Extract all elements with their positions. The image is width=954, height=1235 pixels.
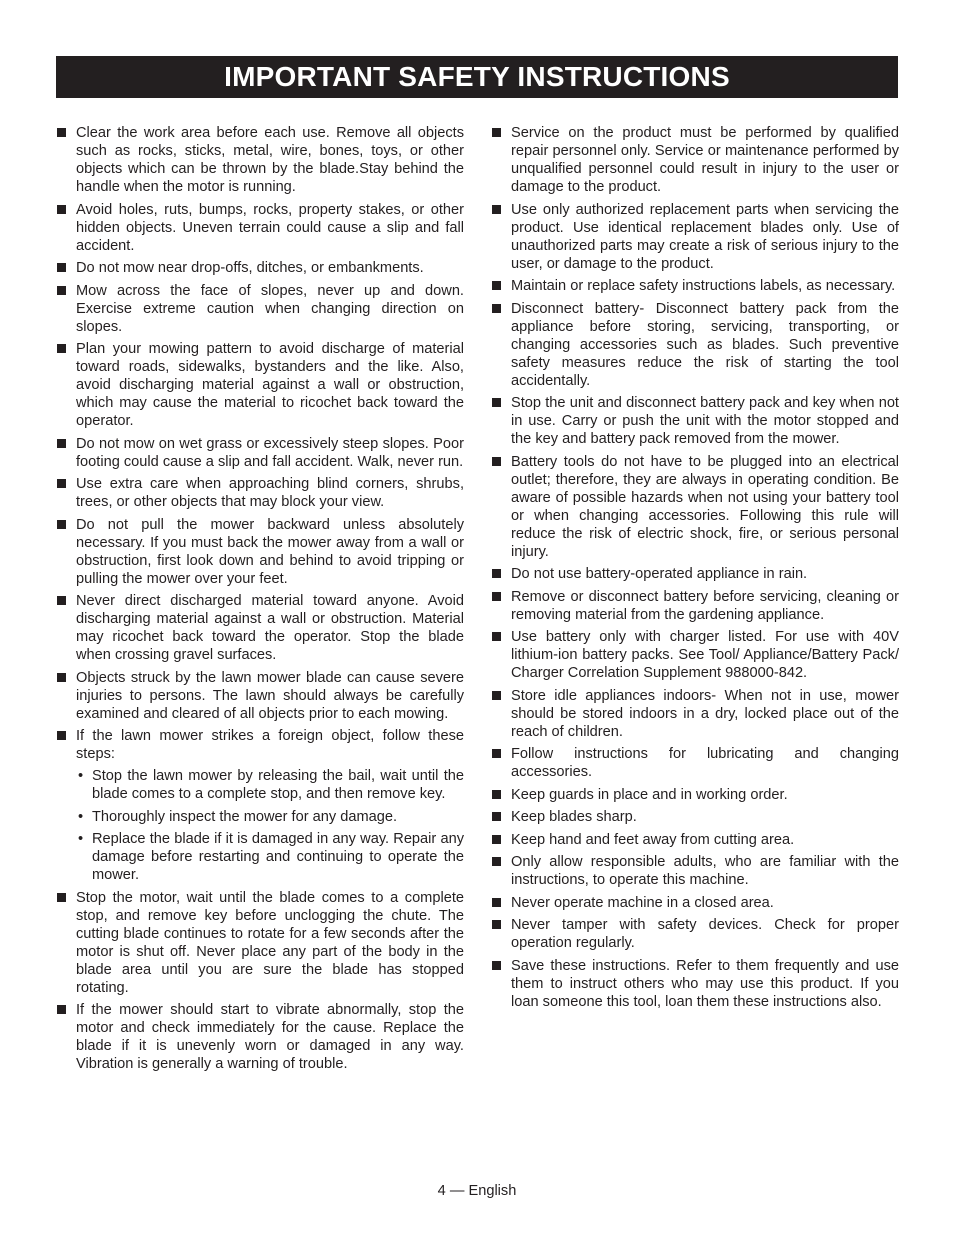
item-text: Use battery only with charger listed. For use with 40V lithium-ion battery packs. See Tool/ Appliance/Battery Pack/ Charger Correlation Supplement 988000-842.	[511, 629, 899, 681]
square-bullet-icon	[492, 691, 501, 700]
list-item	[491, 808, 899, 826]
list-item	[491, 957, 899, 1011]
item-text: Never operate machine in a closed area.	[511, 894, 774, 911]
square-bullet-icon	[492, 457, 501, 466]
list-item	[491, 831, 899, 849]
square-bullet-icon	[492, 749, 501, 758]
square-bullet-icon	[57, 1005, 66, 1014]
list-item	[56, 340, 464, 430]
item-text: If the lawn mower strikes a foreign object, follow these steps:	[76, 728, 464, 762]
item-text: Maintain or replace safety instructions labels, as necessary.	[511, 278, 896, 294]
round-bullet-icon: •	[78, 831, 84, 847]
square-bullet-icon	[57, 673, 66, 682]
square-bullet-icon	[57, 439, 66, 448]
item-text: Remove or disconnect battery before servicing, cleaning or removing material from the gardening appliance.	[511, 588, 899, 623]
left-column	[56, 124, 464, 1078]
square-bullet-icon	[492, 569, 501, 578]
item-text: Service on the product must be performed by qualified repair personnel only. Service or maintenance performed by unqualified personnel could result in injury to the user or damage to the product.	[511, 125, 899, 195]
page-title: IMPORTANT SAFETY INSTRUCTIONS	[56, 56, 898, 98]
square-bullet-icon	[492, 281, 501, 290]
list-item	[56, 669, 464, 723]
item-text: Keep hand and feet away from cutting area.	[511, 831, 795, 848]
square-bullet-icon	[492, 205, 501, 214]
sub-item-text: Stop the lawn mower by releasing the bail, wait until the blade comes to a complete stop, and then remove key.	[92, 768, 464, 802]
square-bullet-icon	[492, 898, 501, 907]
square-bullet-icon	[57, 286, 66, 295]
list-item	[56, 889, 464, 997]
square-bullet-icon	[57, 893, 66, 902]
item-text: Clear the work area before each use. Remove all objects such as rocks, sticks, metal, wire, bones, toys, or other objects which can be thrown by the blade.Stay behind the handle when the motor is running.	[76, 125, 464, 195]
item-text: Do not mow on wet grass or excessively steep slopes. Poor footing could cause a slip and fall accident. Walk, never run.	[76, 435, 464, 470]
square-bullet-icon	[492, 857, 501, 866]
square-bullet-icon	[492, 790, 501, 799]
item-text: Save these instructions. Refer to them frequently and use them to instruct others who may use this product. If you loan someone this tool, loan them these instructions also.	[511, 957, 899, 1010]
list-item	[56, 259, 464, 277]
left-instruction-list	[56, 124, 464, 1073]
list-item	[56, 1001, 464, 1073]
list-item	[491, 916, 899, 952]
square-bullet-icon	[492, 920, 501, 929]
foreign-object-steps	[76, 767, 464, 884]
list-item	[56, 435, 464, 471]
item-text: Stop the motor, wait until the blade comes to a complete stop, and remove key before unclogging the chute. The cutting blade continues to rotate for a few seconds after the motor is shut off. Never place any part of the body in the blade area until you are sure the blade has stopped rotating.	[76, 889, 464, 996]
item-text: Follow instructions for lubricating and changing accessories.	[511, 746, 899, 780]
square-bullet-icon	[492, 304, 501, 313]
item-text: Do not pull the mower backward unless absolutely necessary. If you must back the mower away from a wall or obstruction, first look down and behind to avoid tripping or pulling the mower over your feet.	[76, 516, 464, 587]
list-item	[491, 453, 899, 561]
round-bullet-icon: •	[78, 768, 84, 784]
item-text: If the mower should start to vibrate abnormally, stop the motor and check immediately for the cause. Replace the blade if it is unevenly worn or damaged in any way. Vibration is generally a warning of trouble.	[76, 1002, 464, 1072]
square-bullet-icon	[57, 205, 66, 214]
list-item	[56, 592, 464, 664]
square-bullet-icon	[492, 632, 501, 641]
square-bullet-icon	[57, 263, 66, 272]
item-text: Store idle appliances indoors- When not in use, mower should be stored indoors in a dry, locked place out of the reach of children.	[511, 687, 899, 740]
square-bullet-icon	[492, 398, 501, 407]
list-item	[56, 201, 464, 255]
item-text: Only allow responsible adults, who are familiar with the instructions, to operate this machine.	[511, 854, 899, 888]
list-item	[491, 565, 899, 583]
item-text: Avoid holes, ruts, bumps, rocks, property stakes, or other hidden objects. Uneven terrain could cause a slip and fall accident.	[76, 201, 464, 254]
list-item	[491, 394, 899, 448]
right-instruction-list	[491, 124, 899, 1011]
sub-list-item	[76, 830, 464, 884]
sub-item-text: Replace the blade if it is damaged in any way. Repair any damage before restarting and continuing to operate the mower.	[92, 831, 464, 883]
item-text: Stop the unit and disconnect battery pack and key when not in use. Carry or push the unit with the motor stopped and the key and battery pack removed from the mower.	[511, 395, 899, 447]
item-text: Mow across the face of slopes, never up and down. Exercise extreme caution when changing direction on slopes.	[76, 282, 464, 335]
list-item	[56, 124, 464, 196]
round-bullet-icon: •	[78, 808, 84, 825]
list-item	[56, 475, 464, 511]
square-bullet-icon	[57, 479, 66, 488]
item-text: Use extra care when approaching blind corners, shrubs, trees, or other objects that may block your view.	[76, 476, 464, 510]
square-bullet-icon	[492, 835, 501, 844]
square-bullet-icon	[57, 596, 66, 605]
sub-list-item	[76, 767, 464, 803]
item-text: Do not use battery-operated appliance in rain.	[511, 566, 808, 582]
list-item	[491, 894, 899, 912]
list-item	[491, 687, 899, 741]
list-item	[491, 277, 899, 295]
list-item	[491, 201, 899, 273]
list-item	[491, 745, 899, 781]
item-text: Use only authorized replacement parts when servicing the product. Use identical replacement blades only. Use of unauthorized parts may create a risk of serious injury to the user, or damage to the product.	[511, 201, 899, 272]
square-bullet-icon	[492, 592, 501, 601]
page-footer: 4 — English	[437, 1183, 517, 1199]
square-bullet-icon	[57, 731, 66, 740]
list-item	[491, 124, 899, 196]
item-text: Do not mow near drop-offs, ditches, or embankments.	[76, 260, 424, 276]
list-item	[56, 727, 464, 884]
item-text: Battery tools do not have to be plugged into an electrical outlet; therefore, they are always in operating condition. Be aware of possible hazards when not using your battery tool or when changing accessories. Following this rule will reduce the risk of electric shock, fire, or serious personal injury.	[511, 453, 899, 560]
list-item	[56, 282, 464, 336]
item-text: Keep blades sharp.	[511, 809, 637, 825]
list-item	[491, 853, 899, 889]
square-bullet-icon	[57, 344, 66, 353]
sub-list-item	[76, 808, 464, 826]
list-item	[56, 516, 464, 588]
square-bullet-icon	[492, 812, 501, 821]
sub-item-text: Thoroughly inspect the mower for any damage.	[92, 808, 398, 825]
list-item	[491, 588, 899, 624]
list-item	[491, 786, 899, 804]
square-bullet-icon	[492, 128, 501, 137]
item-text: Never tamper with safety devices. Check for proper operation regularly.	[511, 917, 899, 951]
item-text: Disconnect battery- Disconnect battery pack from the appliance before storing, servicing, transporting, or changing accessories such as blades. Such preventive safety measures reduce the risk of starting the tool accidentally.	[511, 300, 899, 389]
item-text: Objects struck by the lawn mower blade can cause severe injuries to persons. The lawn should always be carefully examined and cleared of all objects prior to each mowing.	[76, 669, 464, 722]
item-text: Keep guards in place and in working order.	[511, 786, 788, 803]
square-bullet-icon	[57, 520, 66, 529]
list-item	[491, 628, 899, 682]
right-column	[491, 124, 899, 1015]
square-bullet-icon	[492, 961, 501, 970]
list-item	[491, 300, 899, 390]
item-text: Never direct discharged material toward anyone. Avoid discharging material against a wall or obstruction. Material may ricochet back toward the operator. Stop the blade when crossing gravel surfaces.	[76, 593, 464, 663]
item-text: Plan your mowing pattern to avoid discharge of material toward roads, sidewalks, bystanders and the like. Also, avoid discharging material against a wall or obstruction, which may cause the material to ricochet back toward the operator.	[76, 341, 464, 429]
square-bullet-icon	[57, 128, 66, 137]
